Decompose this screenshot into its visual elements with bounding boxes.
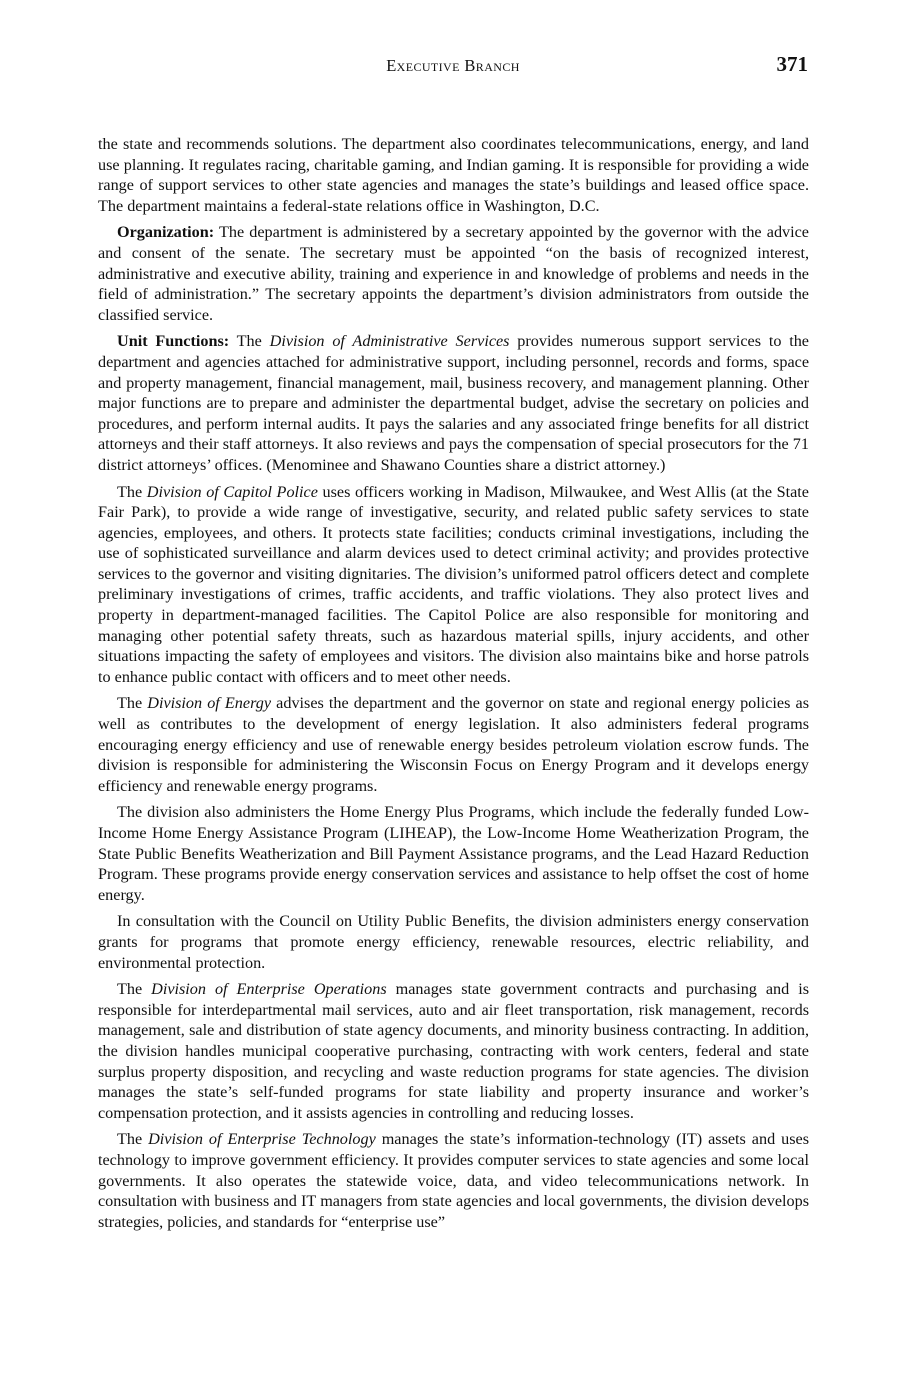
paragraph-text: manages the state’s information-technology (IT) assets and uses technology to improve government efficiency. It provides computer services to state agencies and some local governments. It also operates the statewide voice, data, and video telecommunications network. In consultation with business and IT managers from state agencies and local governments, the division develops strategies, policies, and standards for “enterprise use”	[98, 1130, 809, 1231]
paragraph	[98, 134, 809, 216]
division-name: Division of Enterprise Technology	[148, 1130, 376, 1149]
section-lead: Unit Functions:	[117, 332, 230, 351]
paragraph-text: The department is administered by a secretary appointed by the governor with the advice and consent of the senate. The secretary must be appointed “on the basis of recognized interest, administrative and executive ability, training and experience in and knowledge of problems and needs in the field of administration.” The secretary appoints the department’s division administrators from outside the classified service.	[98, 223, 809, 324]
paragraph	[98, 331, 809, 475]
paragraph	[98, 482, 809, 688]
paragraph	[98, 222, 809, 325]
paragraph-text: manages state government contracts and purchasing and is responsible for interdepartmental mail services, auto and air fleet transportation, risk management, records management, sale and distribution of state agency documents, and minority business contracting. In addition, the division handles municipal cooperative purchasing, contracting with work centers, federal and state surplus property disposition, and recycling and waste reduction programs for state agencies. The division manages the state’s self-funded programs for state liability and property insurance and worker’s compensation protection, and it assists agencies in controlling and reducing losses.	[98, 980, 809, 1122]
running-head: Executive Branch	[386, 56, 520, 75]
paragraph-text: advises the department and the governor on state and regional energy policies as well as contributes to the development of energy legislation. It also administers federal programs encouraging energy efficiency and use of renewable energy besides petroleum violation escrow funds. The division is responsible for administering the Wisconsin Focus on Energy Program and it develops energy efficiency and renewable energy programs.	[98, 694, 809, 795]
paragraph-text: The division also administers the Home Energy Plus Programs, which include the federally funded Low-Income Home Energy Assistance Program (LIHEAP), the Low-Income Home Weatherization Program, the State Public Benefits Weatherization and Bill Payment Assistance programs, and the Lead Hazard Reduction Program. These programs provide energy conservation services and assistance to help offset the cost of home energy.	[98, 803, 809, 904]
division-name: Division of Administrative Services	[269, 332, 510, 351]
paragraph	[98, 979, 809, 1123]
paragraph-text: uses officers working in Madison, Milwaukee, and West Allis (at the State Fair Park), to provide a wide range of investigative, security, and related public safety services to state agencies, employees, and others. It protects state facilities; conducts criminal investigations, including the use of sophisticated surveillance and alarm devices used to detect criminal activity; and provides protective services to the governor and visiting dignitaries. The division’s uniformed patrol officers detect and complete preliminary investigations of crimes, traffic accidents, and traffic violations. They also protect lives and property in department-managed facilities. The Capitol Police are also responsible for monitoring and managing other potential safety threats, such as hazardous material spills, injury accidents, and other situations impacting the safety of employees and visitors. The division also maintains bike and horse patrols to enhance public contact with officers and to meet other needs.	[98, 482, 809, 686]
paragraph-pre: The	[117, 1130, 149, 1149]
division-name: Division of Capitol Police	[146, 482, 318, 501]
paragraph-text: In consultation with the Council on Utility Public Benefits, the division administers energy conservation grants for programs that promote energy efficiency, renewable resources, electric reliability, and environmental protection.	[98, 912, 809, 972]
paragraph	[98, 802, 809, 905]
paragraph-text: provides numerous support services to the department and agencies attached for administrative support, including personnel, records and forms, space and property management, financial management, mail, business recovery, and management planning. Other major functions are to prepare and administer the departmental budget, advise the secretary on policies and procedures, and perform internal audits. It pays the salaries and any associated fringe benefits for all district attorneys and their staff attorneys. It also reviews and pays the compensation of special prosecutors for the 71 district attorneys’ offices. (Menominee and Shawano Counties share a district attorney.)	[98, 332, 809, 474]
division-name: Division of Energy	[147, 694, 272, 713]
paragraph	[98, 693, 809, 796]
page-number: 371	[776, 52, 808, 76]
paragraph-text: the state and recommends solutions. The department also coordinates telecommunications, energy, and land use planning. It regulates racing, charitable gaming, and Indian gaming. It is responsible for providing a wide range of support services to other state agencies and manages the state’s buildings and leased office space. The department maintains a federal-state relations office in Washington, D.C.	[98, 135, 809, 215]
page-header	[98, 52, 808, 84]
paragraph	[98, 1129, 809, 1232]
paragraph-pre: The	[117, 980, 152, 999]
paragraph	[98, 911, 809, 973]
paragraph-pre: The	[117, 482, 147, 501]
section-lead: Organization:	[117, 223, 215, 242]
paragraph-pre: The	[229, 332, 270, 351]
division-name: Division of Enterprise Operations	[151, 980, 387, 999]
paragraph-pre: The	[117, 694, 148, 713]
body-text	[98, 134, 809, 1238]
